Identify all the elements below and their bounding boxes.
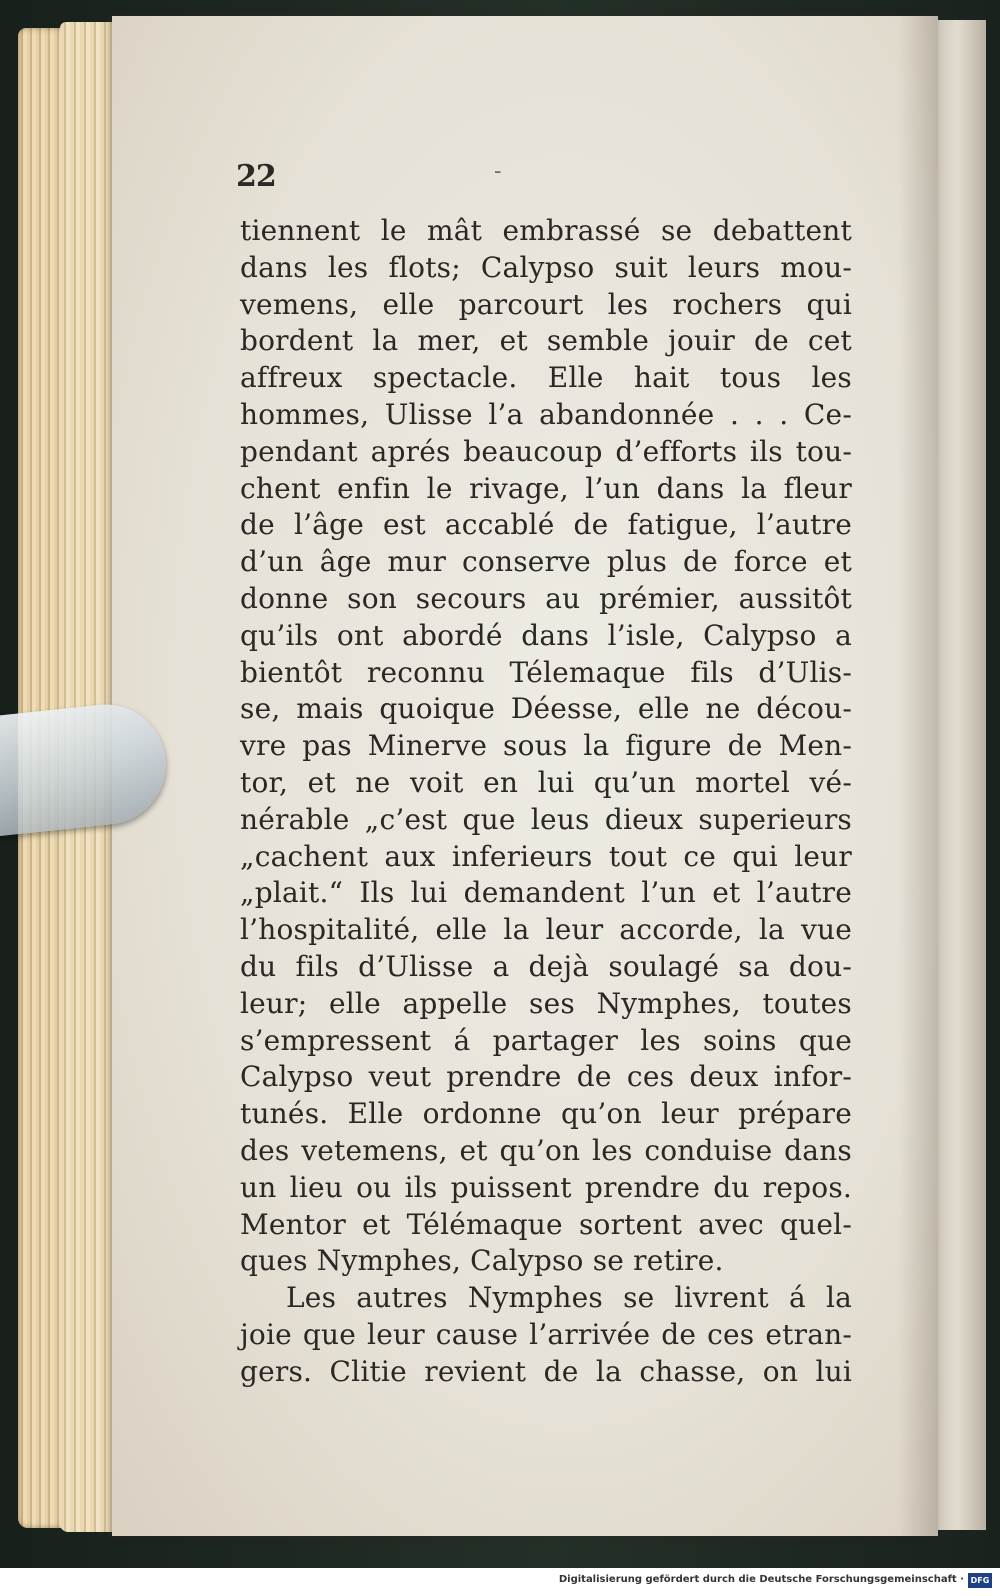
book-page bbox=[112, 16, 938, 1536]
text-line: Mentor et Télémaque sortent avec quel- bbox=[240, 1207, 852, 1241]
text-line: l’hospitalité, elle la leur accorde, la vue bbox=[240, 913, 852, 947]
text-line: hommes, Ulisse l’a abandonnée . . . Ce- bbox=[240, 397, 852, 431]
text-line: „plait.“ Ils lui demandent l’un et l’autre bbox=[240, 876, 852, 910]
text-line: nérable „c’est que leus dieux superieurs bbox=[240, 802, 852, 836]
text-line: vre pas Minerve sous la figure de Men- bbox=[240, 729, 852, 763]
text-line: tiennent le mât embrassé se debattent bbox=[240, 214, 852, 247]
page-number: 22 bbox=[236, 159, 276, 194]
text-line: d’un âge mur conserve plus de force et bbox=[240, 545, 852, 579]
text-line: affreux spectacle. Elle hait tous les bbox=[240, 361, 852, 395]
text-line: „cachent aux inferieurs tout ce qui leur bbox=[240, 839, 852, 873]
text-line: chent enfin le rivage, l’un dans la fleur bbox=[240, 471, 852, 505]
text-line: de l’âge est accablé de fatigue, l’autre bbox=[240, 508, 852, 542]
text-line: Les autres Nymphes se livrent á la bbox=[286, 1281, 852, 1315]
facing-page-edge bbox=[938, 20, 986, 1530]
digitization-footer bbox=[0, 1568, 1000, 1596]
text-line: joie que leur cause l’arrivée de ces etran- bbox=[240, 1317, 852, 1351]
text-line: donne son secours au prémier, aussitôt bbox=[240, 581, 852, 615]
text-line: leur; elle appelle ses Nymphes, toutes bbox=[240, 986, 852, 1020]
text-line: vemens, elle parcourt les rochers qui bbox=[240, 287, 852, 321]
text-line: se, mais quoique Déesse, elle ne décou- bbox=[240, 692, 852, 726]
header-dash: - bbox=[494, 159, 502, 184]
text-line: bientôt reconnu Télemaque fils d’Ulis- bbox=[240, 655, 852, 689]
footer-credit: Digitalisierung gefördert durch die Deutsche Forschungsgemeinschaft · bbox=[558, 1574, 964, 1585]
text-line: un lieu ou ils puissent prendre du repos. bbox=[240, 1170, 852, 1204]
dfg-logo-icon: DFG bbox=[968, 1573, 992, 1588]
text-line: des vetemens, et qu’on les conduise dans bbox=[240, 1133, 852, 1167]
text-line: tor, et ne voit en lui qu’un mortel vé- bbox=[240, 765, 852, 799]
text-line: dans les flots; Calypso suit leurs mou- bbox=[240, 250, 852, 284]
text-line: gers. Clitie revient de la chasse, on lui bbox=[240, 1354, 852, 1388]
text-line: qu’ils ont abordé dans l’isle, Calypso a bbox=[240, 618, 852, 652]
text-line: bordent la mer, et semble jouir de cet bbox=[240, 324, 852, 358]
page-gutter bbox=[898, 16, 938, 1536]
text-line: s’empressent á partager les soins que bbox=[240, 1023, 852, 1057]
text-line: Calypso veut prendre de ces deux infor- bbox=[240, 1060, 852, 1094]
text-line: pendant aprés beaucoup d’efforts ils tou- bbox=[240, 434, 852, 468]
text-line: du fils d’Ulisse a dejà soulagé sa dou- bbox=[240, 949, 852, 983]
text-line: tunés. Elle ordonne qu’on leur prépare bbox=[240, 1097, 852, 1131]
text-line: ques Nymphes, Calypso se retire. bbox=[240, 1244, 724, 1278]
body-text bbox=[240, 213, 852, 1391]
